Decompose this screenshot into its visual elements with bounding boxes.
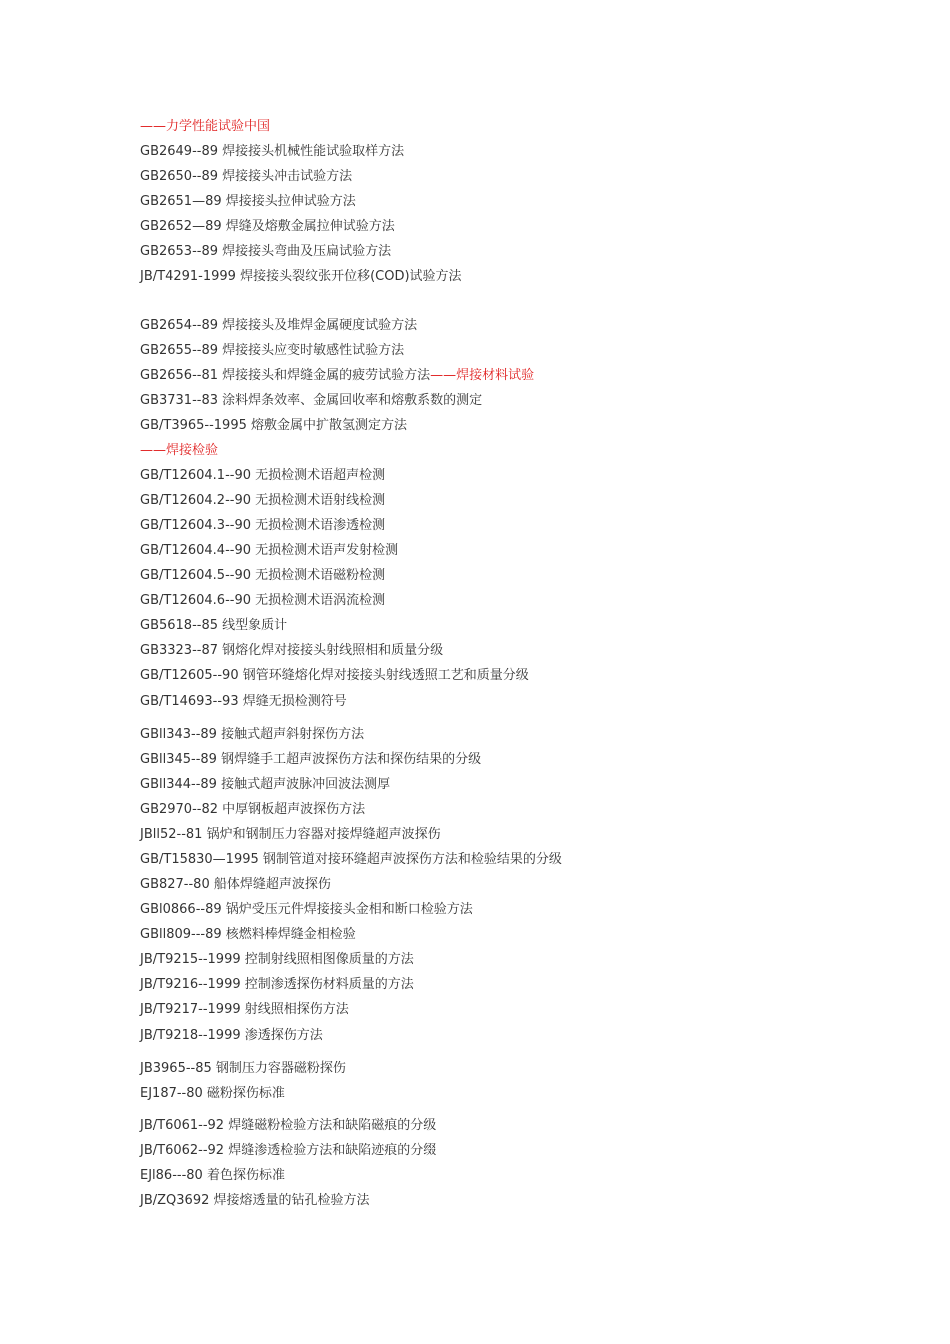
list-item-with-heading — [140, 367, 534, 385]
list-item: GBll809---89 核燃料棒焊缝金相检验 — [140, 927, 356, 942]
list-item: GB/T12605--90 钢管环缝熔化焊对接接头射线透照工艺和质量分级 — [140, 668, 529, 683]
list-item: GB/T3965--1995 熔敷金属中扩散氢测定方法 — [140, 418, 407, 433]
list-item: JB/T9216--1999 控制渗透探伤材料质量的方法 — [140, 977, 414, 992]
list-item: GB/T12604.4--90 无损检测术语声发射检测 — [140, 543, 399, 558]
list-item: GB827--80 船体焊缝超声波探伤 — [140, 877, 331, 892]
list-item: JB3965--85 钢制压力容器磁粉探伤 — [140, 1061, 346, 1076]
list-item: JB/T6061--92 焊缝磁粉检验方法和缺陷磁痕的分级 — [140, 1118, 437, 1133]
section-heading-materials: ——焊接材料试验 — [430, 368, 535, 383]
list-item: GB3323--87 钢熔化焊对接接头射线照相和质量分级 — [140, 643, 444, 658]
list-item: GB2650--89 焊接接头冲击试验方法 — [140, 169, 353, 184]
list-item: JB/T6062--92 焊缝渗透检验方法和缺陷迹痕的分缀 — [140, 1143, 437, 1158]
list-item: GBll345--89 钢焊缝手工超声波探伤方法和探伤结果的分级 — [140, 752, 482, 767]
list-item: JB/T9215--1999 控制射线照相图像质量的方法 — [140, 952, 414, 967]
list-item: GB2651—89 焊接接头拉伸试验方法 — [140, 194, 356, 209]
list-item-text: GB2656--81 焊接接头和焊缝金属的疲劳试验方法 — [140, 368, 431, 383]
section-heading-inspection: ——焊接检验 — [140, 443, 219, 458]
list-item: GB/T12604.5--90 无损检测术语磁粉检测 — [140, 568, 386, 583]
list-item: GB/T14693--93 焊缝无损检测符号 — [140, 694, 347, 709]
list-item: JB/T4291-1999 焊接接头裂纹张开位移(COD)试验方法 — [140, 269, 462, 284]
list-item: JB/T9218--1999 渗透探伤方法 — [140, 1028, 323, 1043]
list-item: EJl86---80 着色探伤标准 — [140, 1168, 285, 1183]
list-item: GB/T12604.6--90 无损检测术语涡流检测 — [140, 593, 386, 608]
list-item: GB/T12604.1--90 无损检测术语超声检测 — [140, 468, 386, 483]
list-item: GB2652—89 焊缝及熔敷金属拉伸试验方法 — [140, 219, 395, 234]
list-item: GBll343--89 接触式超声斜射探伤方法 — [140, 727, 365, 742]
list-item: JB/ZQ3692 焊接熔透量的钻孔检验方法 — [140, 1193, 370, 1208]
list-item: JBll52--81 锅炉和钢制压力容器对接焊缝超声波探伤 — [140, 827, 441, 842]
list-item: GB2655--89 焊接接头应变时敏感性试验方法 — [140, 343, 405, 358]
list-item: GB2653--89 焊接接头弯曲及压扁试验方法 — [140, 244, 392, 259]
section-heading-mechanical: ——力学性能试验中国 — [140, 119, 271, 134]
list-item: GB/T12604.3--90 无损检测术语渗透检测 — [140, 518, 386, 533]
list-item: GBl0866--89 锅炉受压元件焊接接头金相和断口检验方法 — [140, 902, 473, 917]
list-item: GB2649--89 焊接接头机械性能试验取样方法 — [140, 144, 405, 159]
list-item: EJ187--80 磁粉探伤标准 — [140, 1086, 285, 1101]
list-item: GB5618--85 线型象质计 — [140, 618, 288, 633]
list-item: GB2970--82 中厚钢板超声波探伤方法 — [140, 802, 366, 817]
list-item: GB2654--89 焊接接头及堆焊金属硬度试验方法 — [140, 318, 418, 333]
list-item: GB/T12604.2--90 无损检测术语射线检测 — [140, 493, 386, 508]
list-item: JB/T9217--1999 射线照相探伤方法 — [140, 1002, 349, 1017]
list-item: GB3731--83 涂料焊条效率、金属回收率和熔敷系数的测定 — [140, 393, 483, 408]
list-item: GB/T15830—1995 钢制管道对接环缝超声波探伤方法和检验结果的分级 — [140, 852, 562, 867]
list-item: GBll344--89 接触式超声波脉冲回波法测厚 — [140, 777, 391, 792]
